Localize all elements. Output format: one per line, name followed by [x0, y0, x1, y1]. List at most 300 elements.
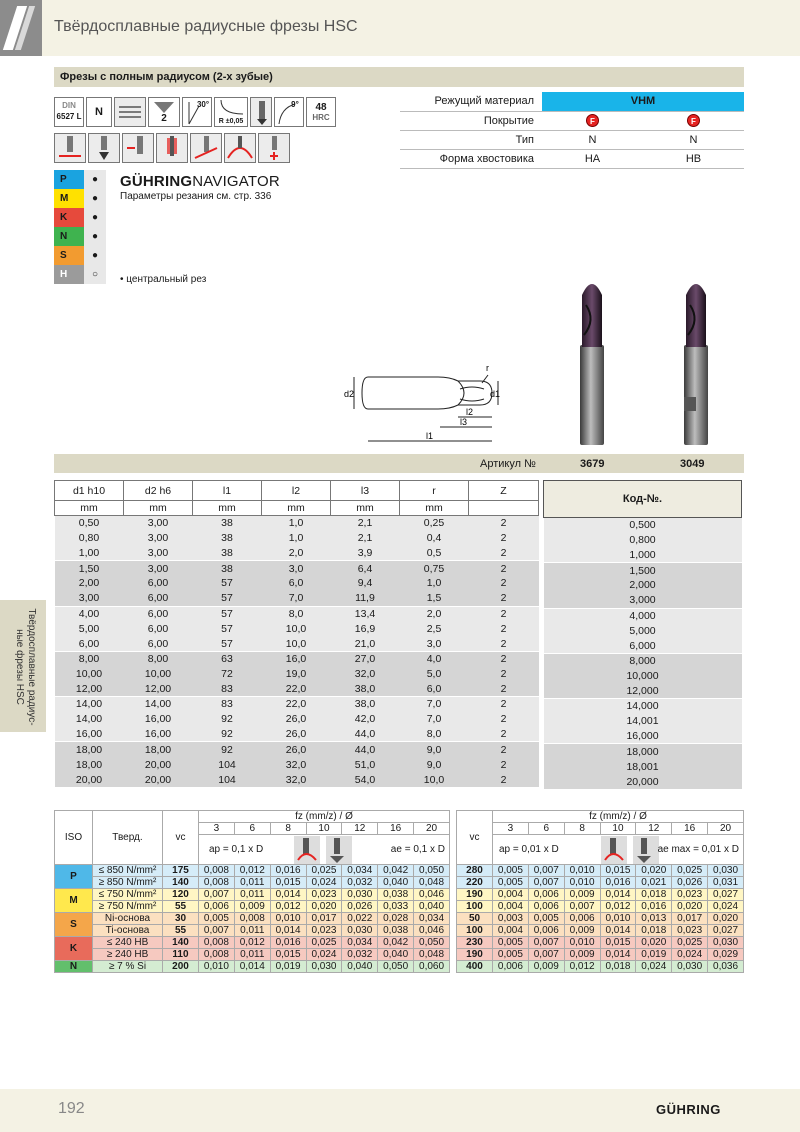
- feed-cell: 0,006: [528, 925, 564, 937]
- feed-cell: 0,005: [493, 937, 529, 949]
- spec-icons-row: [54, 97, 336, 127]
- tool-properties-table: [400, 92, 744, 169]
- material-mark: ●: [84, 208, 106, 227]
- table-cell: 0,75: [400, 561, 469, 576]
- table-cell: 2: [469, 576, 539, 591]
- feed-cell: 0,006: [528, 901, 564, 913]
- feed-cell: 0,004: [493, 925, 529, 937]
- table-cell: 5,0: [400, 666, 469, 681]
- feed-cell: 0,015: [270, 949, 306, 961]
- vc-cell: 140: [163, 877, 199, 889]
- table-row: [55, 727, 539, 742]
- iso-group-cell: S: [55, 913, 93, 937]
- feed-cell: 0,017: [306, 913, 342, 925]
- diameter-header: 8: [564, 823, 600, 835]
- feed-cell: 0,015: [600, 865, 636, 877]
- material-code: K: [54, 208, 84, 227]
- table-cell: 6,00: [124, 621, 193, 636]
- table-cell: 92: [193, 727, 262, 742]
- table-cell: 26,0: [262, 712, 331, 727]
- feed-cell: 0,030: [342, 925, 378, 937]
- code-row: [544, 563, 742, 578]
- table-cell: 2,1: [331, 516, 400, 531]
- property-value: N: [542, 130, 643, 149]
- property-value: HA: [542, 149, 643, 168]
- feed-cell: 0,034: [342, 865, 378, 877]
- table-cell: 2: [469, 636, 539, 651]
- table-cell: 57: [193, 606, 262, 621]
- table-cell: 104: [193, 772, 262, 787]
- feed-cell: 0,009: [564, 925, 600, 937]
- feed-cell: 0,040: [378, 877, 414, 889]
- table-cell: 16,9: [331, 621, 400, 636]
- table-row: [55, 621, 539, 636]
- table-cell: 4,0: [400, 651, 469, 666]
- article-number: 3049: [680, 458, 705, 470]
- material-row: [54, 189, 106, 208]
- feed-cell: 0,050: [414, 865, 450, 877]
- feed-cell: 0,025: [672, 865, 708, 877]
- vc-cell: 50: [457, 913, 493, 925]
- feed-cell: 0,038: [378, 925, 414, 937]
- diameter-header: 6: [234, 823, 270, 835]
- feed-cell: 0,010: [199, 961, 235, 973]
- vc-cell: 400: [457, 961, 493, 973]
- feed-cell: 0,016: [636, 901, 672, 913]
- code-cell: 8,000: [544, 653, 742, 668]
- code-cell: 0,800: [544, 533, 742, 548]
- feed-cell: 0,016: [270, 937, 306, 949]
- table-cell: 10,00: [55, 666, 124, 681]
- code-row: [544, 593, 742, 608]
- property-row: [400, 149, 744, 168]
- cutting-row: [457, 889, 744, 901]
- code-cell: 14,001: [544, 714, 742, 729]
- feed-cell: 0,011: [234, 949, 270, 961]
- feed-cell: 0,046: [414, 925, 450, 937]
- code-row: [544, 548, 742, 563]
- hardness-cell: ≥ 750 N/mm²: [93, 901, 163, 913]
- table-cell: 26,0: [262, 727, 331, 742]
- code-row: [544, 533, 742, 548]
- diameter-header: 3: [199, 823, 235, 835]
- feed-cell: 0,025: [306, 937, 342, 949]
- hardness-cell: ≥ 850 N/mm²: [93, 877, 163, 889]
- code-row: [544, 714, 742, 729]
- feed-cell: 0,005: [493, 949, 529, 961]
- iso-group-cell: N: [55, 961, 93, 973]
- hardness-cell: ≥ 7 % Si: [93, 961, 163, 973]
- feed-cell: 0,014: [600, 889, 636, 901]
- property-row: [400, 92, 744, 111]
- feed-cell: 0,024: [306, 877, 342, 889]
- feed-cell: 0,005: [493, 877, 529, 889]
- table-cell: 3,00: [124, 561, 193, 576]
- page-header: [0, 0, 800, 56]
- feed-cell: 0,040: [378, 949, 414, 961]
- unit-cell: mm: [193, 501, 262, 516]
- feed-cell: 0,006: [199, 901, 235, 913]
- iso-group-cell: P: [55, 865, 93, 889]
- vc-cell: 100: [457, 925, 493, 937]
- copy-milling-icon: [224, 133, 256, 163]
- table-cell: 12,00: [124, 682, 193, 697]
- table-cell: 10,0: [262, 636, 331, 651]
- fz-header: fz (mm/z) / Ø: [493, 811, 744, 823]
- fz-header: fz (mm/z) / Ø: [199, 811, 450, 823]
- feed-cell: 0,026: [672, 877, 708, 889]
- feed-cell: 0,023: [306, 889, 342, 901]
- cutting-data-table-right: [456, 810, 744, 973]
- contour-milling-icon: [156, 133, 188, 163]
- table-cell: 8,0: [400, 727, 469, 742]
- feed-cell: 0,031: [708, 877, 744, 889]
- cutting-row: [55, 961, 450, 973]
- vc-cell: 175: [163, 865, 199, 877]
- label-d1: d1: [490, 389, 500, 399]
- feed-cell: 0,020: [636, 865, 672, 877]
- hardness-cell: ≤ 850 N/mm²: [93, 865, 163, 877]
- din-standard-icon: DIN 6527 L: [54, 97, 84, 127]
- table-cell: 16,00: [55, 727, 124, 742]
- helix-angle-icon: 9°: [274, 97, 304, 127]
- table-cell: 18,00: [55, 742, 124, 757]
- code-number-table: [543, 480, 742, 789]
- table-row: [55, 576, 539, 591]
- table-cell: 32,0: [262, 772, 331, 787]
- table-cell: 42,0: [331, 712, 400, 727]
- tool-photo-hb-icon: [676, 275, 716, 450]
- feed-cell: 0,020: [306, 901, 342, 913]
- code-row: [544, 518, 742, 533]
- material-mark: ●: [84, 227, 106, 246]
- table-cell: 16,00: [124, 727, 193, 742]
- table-cell: 7,0: [400, 712, 469, 727]
- code-cell: 4,000: [544, 608, 742, 623]
- feed-cell: 0,008: [199, 949, 235, 961]
- unit-cell: mm: [400, 501, 469, 516]
- table-row: [55, 561, 539, 576]
- feed-cell: 0,010: [564, 937, 600, 949]
- table-cell: 2: [469, 682, 539, 697]
- table-cell: 0,25: [400, 516, 469, 531]
- table-cell: 1,0: [262, 531, 331, 546]
- table-cell: 2: [469, 531, 539, 546]
- plunge-icon: [88, 133, 120, 163]
- cutting-params-reference: Параметры резания см. стр. 336: [120, 191, 272, 202]
- feed-cell: 0,025: [672, 937, 708, 949]
- feed-cell: 0,010: [564, 865, 600, 877]
- feed-cell: 0,042: [378, 937, 414, 949]
- iso-group-cell: K: [55, 937, 93, 961]
- feed-cell: 0,005: [199, 913, 235, 925]
- dimensions-table: [54, 480, 539, 787]
- feed-cell: 0,011: [234, 925, 270, 937]
- material-code: H: [54, 265, 84, 284]
- label-d2: d2: [344, 389, 355, 399]
- table-row: [55, 697, 539, 712]
- material-code: M: [54, 189, 84, 208]
- feed-cell: 0,027: [708, 925, 744, 937]
- feed-cell: 0,022: [342, 913, 378, 925]
- cutting-row: [457, 901, 744, 913]
- iso-header: ISO: [55, 811, 93, 865]
- table-cell: 63: [193, 651, 262, 666]
- vc-cell: 55: [163, 925, 199, 937]
- table-cell: 2: [469, 606, 539, 621]
- table-row: [55, 666, 539, 681]
- feed-cell: 0,007: [528, 877, 564, 889]
- table-cell: 18,00: [55, 757, 124, 772]
- material-mark: ●: [84, 189, 106, 208]
- table-cell: 9,0: [400, 757, 469, 772]
- feed-cell: 0,048: [414, 877, 450, 889]
- feed-cell: 0,016: [600, 877, 636, 889]
- feed-cell: 0,030: [342, 889, 378, 901]
- table-cell: 16,00: [124, 712, 193, 727]
- table-row: [55, 591, 539, 606]
- table-cell: 8,00: [55, 651, 124, 666]
- guhring-navigator-logo: GÜHRINGNAVIGATOR: [120, 173, 280, 190]
- cutting-row: [457, 925, 744, 937]
- feed-cell: 0,040: [414, 901, 450, 913]
- feed-cell: 0,004: [493, 889, 529, 901]
- feed-cell: 0,005: [493, 865, 529, 877]
- ae-label: ae max = 0,01 x D: [657, 844, 739, 855]
- feed-cell: 0,007: [528, 937, 564, 949]
- cutting-row: [457, 877, 744, 889]
- feed-cell: 0,013: [636, 913, 672, 925]
- feed-cell: 0,006: [493, 961, 529, 973]
- label-l3: l3: [460, 417, 468, 427]
- feed-cell: 0,012: [234, 937, 270, 949]
- diameter-header: 3: [493, 823, 529, 835]
- vc-cell: 280: [457, 865, 493, 877]
- property-value: HB: [643, 149, 744, 168]
- code-cell: 18,000: [544, 744, 742, 759]
- table-cell: 10,0: [400, 772, 469, 787]
- feed-cell: 0,010: [270, 913, 306, 925]
- property-label: Покрытие: [400, 111, 542, 130]
- table-cell: 4,00: [55, 606, 124, 621]
- table-cell: 20,00: [124, 772, 193, 787]
- table-cell: 11,9: [331, 591, 400, 606]
- feed-cell: 0,004: [493, 901, 529, 913]
- table-cell: 22,0: [262, 697, 331, 712]
- table-cell: 20,00: [55, 772, 124, 787]
- feed-cell: 0,009: [528, 961, 564, 973]
- hardness-cell: ≤ 240 HB: [93, 937, 163, 949]
- engagement-diagram-icon: [601, 836, 661, 864]
- feed-cell: 0,033: [378, 901, 414, 913]
- table-cell: 26,0: [262, 742, 331, 757]
- code-cell: 6,000: [544, 638, 742, 653]
- table-cell: 3,0: [400, 636, 469, 651]
- cutting-data-table-left: [54, 810, 450, 973]
- radius-tolerance-icon: R ±0,05: [214, 97, 248, 127]
- feed-cell: 0,007: [564, 901, 600, 913]
- table-cell: 10,00: [124, 666, 193, 681]
- feed-cell: 0,030: [306, 961, 342, 973]
- feed-cell: 0,014: [600, 949, 636, 961]
- table-row: [55, 636, 539, 651]
- hardness-cell: ≥ 240 HB: [93, 949, 163, 961]
- table-row: [55, 772, 539, 787]
- material-row: [54, 265, 106, 284]
- feed-cell: 0,034: [414, 913, 450, 925]
- feed-cell: 0,008: [199, 877, 235, 889]
- engagement-header: [493, 835, 744, 865]
- cutting-row: [457, 913, 744, 925]
- cutting-row: [457, 949, 744, 961]
- table-row: [55, 742, 539, 757]
- table-cell: 2: [469, 591, 539, 606]
- vc-cell: 190: [457, 949, 493, 961]
- feed-cell: 0,032: [342, 877, 378, 889]
- coating-badge: F: [643, 111, 744, 130]
- table-cell: 10,0: [262, 621, 331, 636]
- feed-cell: 0,030: [672, 961, 708, 973]
- table-row: [55, 712, 539, 727]
- material-suitability-table: [54, 170, 106, 284]
- column-header: d1 h10: [55, 481, 124, 501]
- property-label: Форма хвостовика: [400, 149, 542, 168]
- tool-dimension-drawing: [340, 355, 500, 450]
- hardness-cell: ≤ 750 N/mm²: [93, 889, 163, 901]
- table-cell: 8,00: [124, 651, 193, 666]
- column-header: l1: [193, 481, 262, 501]
- table-cell: 3,9: [331, 546, 400, 561]
- code-row: [544, 699, 742, 714]
- feed-cell: 0,003: [493, 913, 529, 925]
- table-cell: 2,00: [55, 576, 124, 591]
- table-cell: 3,00: [124, 531, 193, 546]
- unit-cell: mm: [331, 501, 400, 516]
- table-cell: 16,0: [262, 651, 331, 666]
- cutting-row: [457, 937, 744, 949]
- table-cell: 38: [193, 561, 262, 576]
- feed-cell: 0,018: [600, 961, 636, 973]
- diameter-header: 16: [672, 823, 708, 835]
- feed-cell: 0,015: [270, 877, 306, 889]
- table-cell: 13,4: [331, 606, 400, 621]
- code-cell: 1,000: [544, 548, 742, 563]
- feed-cell: 0,026: [342, 901, 378, 913]
- feed-cell: 0,060: [414, 961, 450, 973]
- table-cell: 3,00: [55, 591, 124, 606]
- table-cell: 1,5: [400, 591, 469, 606]
- code-cell: 14,000: [544, 699, 742, 714]
- vc-cell: 100: [457, 901, 493, 913]
- diameter-header: 12: [342, 823, 378, 835]
- article-number: 3679: [580, 458, 605, 470]
- table-cell: 1,0: [400, 576, 469, 591]
- code-row: [544, 774, 742, 789]
- table-cell: 2: [469, 666, 539, 681]
- feed-cell: 0,015: [600, 937, 636, 949]
- feed-cell: 0,012: [234, 865, 270, 877]
- vc-header: vc: [163, 811, 199, 865]
- diameter-header: 16: [378, 823, 414, 835]
- drilling-icon: [258, 133, 290, 163]
- code-cell: 18,001: [544, 759, 742, 774]
- table-cell: 1,50: [55, 561, 124, 576]
- ramping-icon: [190, 133, 222, 163]
- table-cell: 51,0: [331, 757, 400, 772]
- flute-count-icon: 2: [148, 97, 180, 127]
- article-number-bar: [54, 454, 744, 473]
- table-row: [55, 546, 539, 561]
- feed-cell: 0,023: [672, 889, 708, 901]
- feed-cell: 0,014: [270, 889, 306, 901]
- vc-cell: 55: [163, 901, 199, 913]
- feed-cell: 0,009: [564, 889, 600, 901]
- ap-label: ap = 0,01 x D: [499, 844, 559, 855]
- table-cell: 2,0: [262, 546, 331, 561]
- table-cell: 38: [193, 546, 262, 561]
- diameter-header: 8: [270, 823, 306, 835]
- unit-cell: mm: [55, 501, 124, 516]
- feed-cell: 0,030: [708, 865, 744, 877]
- diameter-header: 6: [528, 823, 564, 835]
- ap-label: ap = 0,1 x D: [209, 844, 264, 855]
- feed-cell: 0,021: [636, 877, 672, 889]
- code-row: [544, 729, 742, 744]
- code-cell: 10,000: [544, 668, 742, 683]
- vc-cell: 200: [163, 961, 199, 973]
- feed-cell: 0,042: [378, 865, 414, 877]
- table-cell: 38,0: [331, 697, 400, 712]
- table-cell: 1,0: [262, 516, 331, 531]
- code-row: [544, 668, 742, 683]
- table-cell: 2: [469, 742, 539, 757]
- table-cell: 9,0: [400, 742, 469, 757]
- table-cell: 2: [469, 561, 539, 576]
- code-cell: 12,000: [544, 684, 742, 699]
- engagement-diagram-icon: [294, 836, 354, 864]
- table-cell: 0,50: [55, 516, 124, 531]
- column-header: d2 h6: [124, 481, 193, 501]
- code-row: [544, 653, 742, 668]
- center-cut-note: • центральный рез: [120, 274, 207, 285]
- feed-cell: 0,028: [378, 913, 414, 925]
- table-cell: 5,00: [55, 621, 124, 636]
- feed-cell: 0,007: [528, 865, 564, 877]
- table-cell: 2: [469, 697, 539, 712]
- slot-milling-icon: [54, 133, 86, 163]
- engagement-header: [199, 835, 450, 865]
- table-cell: 2: [469, 727, 539, 742]
- feed-cell: 0,010: [600, 913, 636, 925]
- page-footer: [0, 1089, 800, 1132]
- table-cell: 6,4: [331, 561, 400, 576]
- feed-cell: 0,048: [414, 949, 450, 961]
- feed-cell: 0,020: [672, 901, 708, 913]
- feed-cell: 0,024: [672, 949, 708, 961]
- table-cell: 6,00: [55, 636, 124, 651]
- feed-cell: 0,011: [234, 889, 270, 901]
- table-cell: 20,00: [124, 757, 193, 772]
- feed-cell: 0,050: [414, 937, 450, 949]
- code-cell: 2,000: [544, 578, 742, 593]
- feed-cell: 0,023: [672, 925, 708, 937]
- property-row: [400, 130, 744, 149]
- table-cell: 2: [469, 757, 539, 772]
- property-label: Тип: [400, 130, 542, 149]
- feed-cell: 0,016: [270, 865, 306, 877]
- column-header: Z: [469, 481, 539, 501]
- feed-cell: 0,038: [378, 889, 414, 901]
